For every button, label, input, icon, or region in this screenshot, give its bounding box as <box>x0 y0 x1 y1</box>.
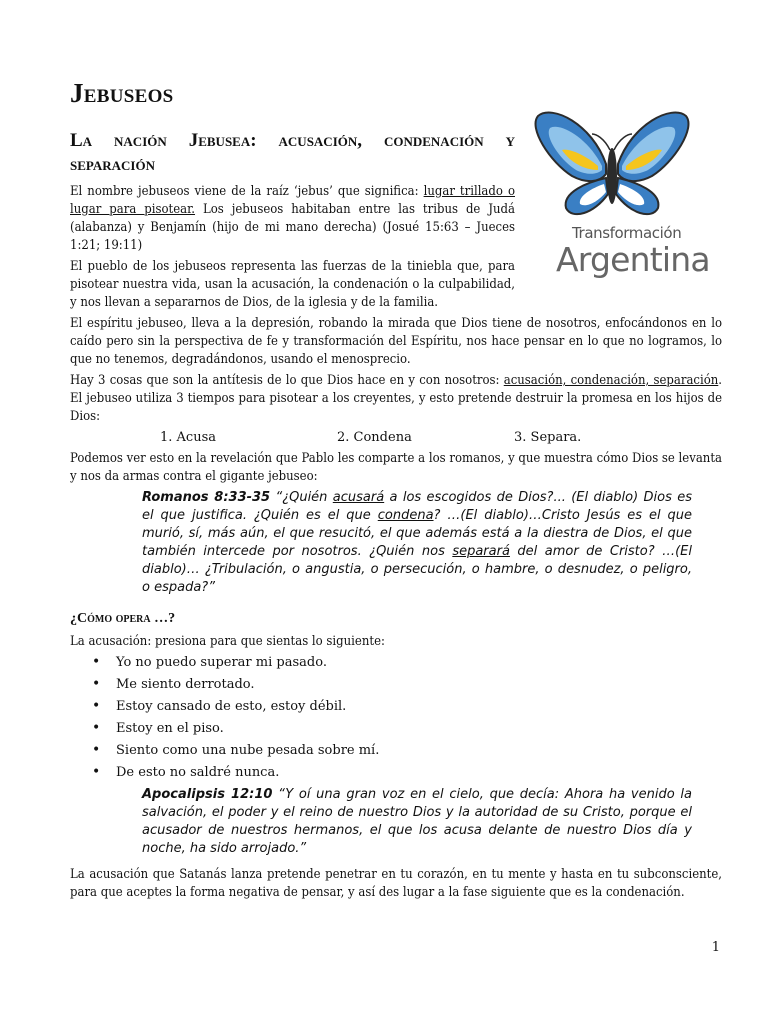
list-item: • Siento como una nube pesada sobre mí. <box>116 742 722 760</box>
quote-romanos-t3: ? …(El diablo)…Cristo Jesús es el que murió, sí, más aún, el que resucitó, el que además está a la diestra de Dios, el que también intercede por nosotros. ¿Quién nos <box>142 508 693 559</box>
paragraph-4 <box>70 372 722 426</box>
section-title: La nación Jebusea: acusación, condenación y separación <box>70 130 515 175</box>
quote-romanos-t4: del amor de Cristo? …(El diablo)… ¿Tribulación, o angustia, o persecución, o hambre, o desnudez, o peligro, o espada?” <box>142 544 692 595</box>
p4-text-a: Hay 3 cosas que son la antítesis de lo que Dios hace en y con nosotros: <box>70 373 504 388</box>
p1-text-a: El nombre jebuseos viene de la raíz ‘jebus’ que significa: <box>70 184 424 199</box>
list-item: • De esto no saldré nunca. <box>116 764 722 782</box>
paragraph-3: El espíritu jebuseo, lleva a la depresión, robando la mirada que Dios tiene de nosotros, enfocándonos en lo caído pero sin la perspectiva de fe y transformación del Espíritu, nos hace pensar en lo que no logramos, lo que no tenemos, degradándonos, usando el menosprecio. <box>70 316 722 367</box>
paragraph-6: La acusación: presiona para que sientas lo siguiente: <box>70 634 385 649</box>
step-2: 2. Condena <box>337 430 412 445</box>
quote-romanos-u1: acusará <box>332 490 385 505</box>
quote-apocalipsis <box>142 786 692 858</box>
quote-romanos-ref: Romanos 8:33-35 <box>142 490 271 505</box>
steps-list <box>160 429 722 447</box>
paragraph-2: El pueblo de los jebuseos representa las fuerzas de la tiniebla que, para pisotear nuestra vida, usan la acusación, la condenación o la culpabilidad, y nos llevan a separarnos de Dios, de la iglesia y de la familia. <box>70 259 515 310</box>
page-title: Jebuseos <box>70 78 174 108</box>
quote-romanos-u2: condena <box>377 508 434 523</box>
document-page <box>70 78 722 905</box>
p4-underlined: acusación, condenación, separación <box>503 373 719 388</box>
quote-apocalipsis-ref: Apocalipsis 12:10 <box>142 787 273 802</box>
quote-apocalipsis-text: “Y oí una gran voz en el cielo, que decía: Ahora ha venido la salvación, el poder y el reino de nuestro Dios y la autoridad de su Cristo, porque el acusador de nuestros hermanos, el que los acusa delante de nuestro Dios día y noche, ha sido arrojado.” <box>142 787 692 856</box>
paragraph-1 <box>70 183 515 255</box>
p1-underlined: lugar trillado o lugar para pisotear. <box>70 184 515 217</box>
list-item: • Me siento derrotado. <box>116 676 722 694</box>
paragraph-7: La acusación que Satanás lanza pretende penetrar en tu corazón, en tu mente y hasta en tu subconsciente, para que aceptes la forma negativa de pensar, y así des lugar a la fase siguiente que es la condenación. <box>70 867 722 900</box>
list-item: • Estoy cansado de esto, estoy débil. <box>116 698 722 716</box>
page-number: 1 <box>711 940 720 955</box>
subheading-como-opera: ¿Cómo opera …? <box>70 611 176 626</box>
step-1: 1. Acusa <box>160 430 216 445</box>
list-item: • Estoy en el piso. <box>116 720 722 738</box>
quote-romanos-t2: a los escogidos de Dios?... (El diablo) Dios es el que justifica. ¿Quién es el que <box>142 490 692 523</box>
p4-text-b: . El jebuseo utiliza 3 tiempos para pisotear a los creyentes, y esto pretende destruir la promesa en los hijos de Dios: <box>70 373 722 424</box>
list-item: • Yo no puedo superar mi pasado. <box>116 654 722 672</box>
p1-text-b: Los jebuseos habitaban entre las tribus de Judá (alabanza) y Benjamín (hijo de mi mano derecha) (Josué 15:63 – Jueces 1:21; 19:11) <box>70 202 515 253</box>
logo-text-line1: Transformación <box>572 224 682 242</box>
step-3: 3. Separa. <box>514 430 582 445</box>
quote-romanos-t1: “¿Quién <box>270 490 333 505</box>
bullet-list <box>70 654 722 782</box>
paragraph-5: Podemos ver esto en la revelación que Pablo les comparte a los romanos, y que muestra cómo Dios se levanta y nos da armas contra el gigante jebuseo: <box>70 451 722 484</box>
quote-romanos-u3: separará <box>452 544 510 559</box>
quote-romanos <box>142 489 692 597</box>
logo-text-line2: Argentina <box>556 240 710 279</box>
